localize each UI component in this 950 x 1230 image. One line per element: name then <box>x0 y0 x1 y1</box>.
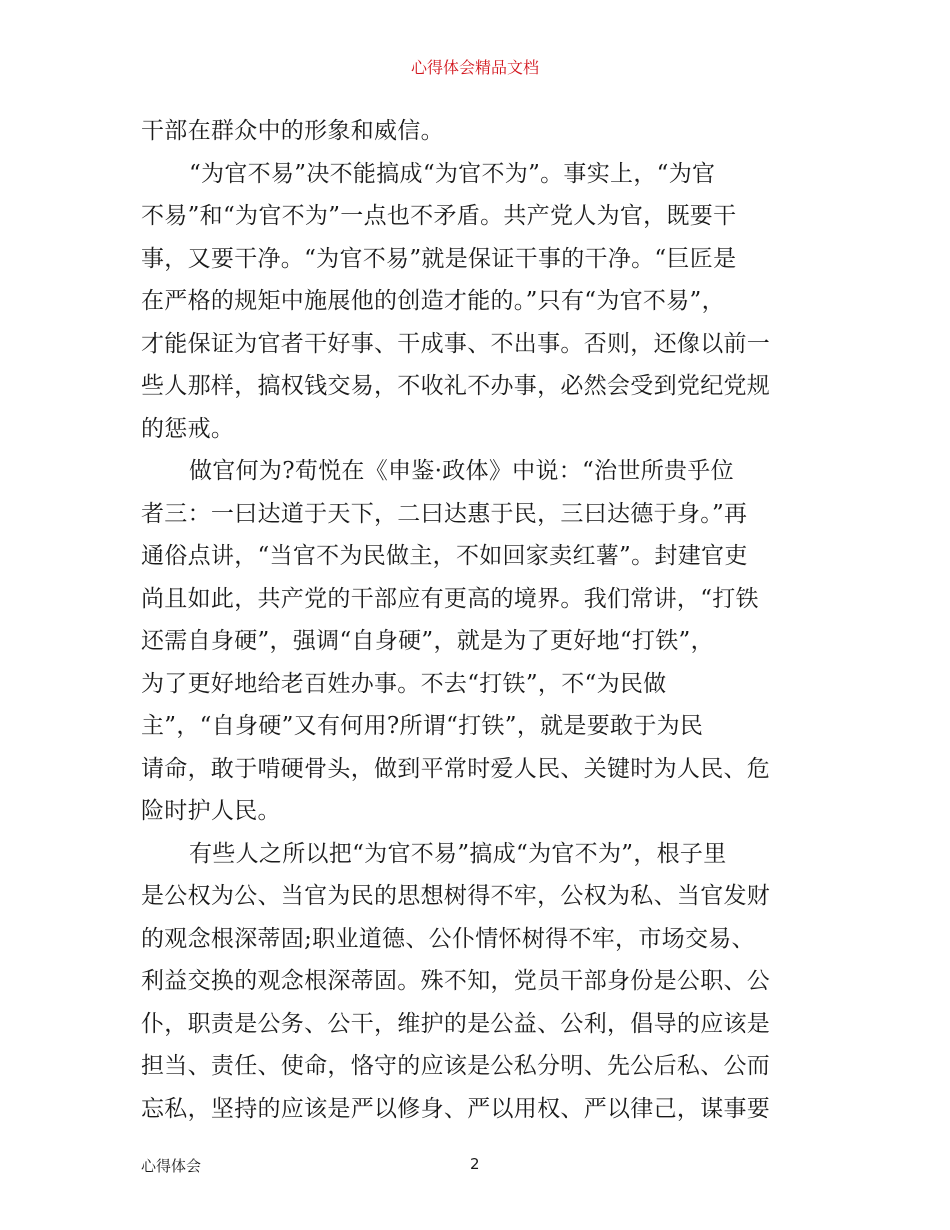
page-header-title: 心得体会精品文档 <box>410 58 539 77</box>
text-line: 些人那样，搞权钱交易，不收礼不办事，必然会受到党纪党规 <box>141 373 771 399</box>
text-line: 险时护人民。 <box>141 798 281 824</box>
text-line: 主”，“自身硬”又有何用?所谓“打铁”，就是要敢于为民 <box>141 713 704 739</box>
text-line: 为了更好地给老百姓办事。不去“打铁”，不“为民做 <box>141 670 667 697</box>
document-body <box>141 110 811 1130</box>
text-line: 有些人之所以把“为官不易”搞成“为官不为”，根子里 <box>189 840 727 867</box>
page-footer <box>0 1155 950 1177</box>
text-line: 才能保证为官者干好事、干成事、不出事。否则，还像以前一 <box>141 330 771 357</box>
text-line: 者三：一曰达道于天下，二曰达惠于民，三曰达德于身。”再 <box>141 500 748 527</box>
text-line: 忘私，坚持的应该是严以修身、严以用权、严以律己，谋事要 <box>141 1095 771 1122</box>
text-line: 在严格的规矩中施展他的创造才能的。”只有“为官不易”， <box>141 288 725 314</box>
text-line: 请命，敢于啃硬骨头，做到平常时爱人民、关键时为人民、危 <box>141 755 771 782</box>
text-line: 利益交换的观念根深蒂固。殊不知，党员干部身份是公职、公 <box>141 968 771 994</box>
text-line: 不易”和“为官不为”一点也不矛盾。共产党人为官，既要干 <box>141 203 737 229</box>
text-line: 仆，职责是公务、公干，维护的是公益、公利，倡导的应该是 <box>141 1010 771 1037</box>
text-line: “为官不易”决不能搞成“为官不为”。事实上，“为官 <box>189 160 716 187</box>
text-line: 是公权为公、当官为民的思想树得不牢，公权为私、当官发财 <box>141 883 771 909</box>
text-line: 干部在群众中的形象和威信。 <box>141 118 444 144</box>
text-line: 的观念根深蒂固;职业道德、公仆情怀树得不牢，市场交易、 <box>141 925 755 952</box>
footer-label: 心得体会 <box>141 1157 202 1175</box>
text-line: 的惩戒。 <box>141 415 235 442</box>
text-line: 尚且如此，共产党的干部应有更高的境界。我们常讲，“打铁 <box>141 585 759 612</box>
text-line: 通俗点讲，“当官不为民做主，不如回家卖红薯”。封建官吏 <box>141 543 748 569</box>
text-line: 做官何为?荀悦在《申鉴·政体》中说：“治世所贵乎位 <box>189 458 734 484</box>
text-line: 事，又要干净。“为官不易”就是保证干事的干净。“巨匠是 <box>141 245 737 272</box>
page-number: 2 <box>470 1155 480 1173</box>
text-line: 担当、责任、使命，恪守的应该是公私分明、先公后私、公而 <box>141 1053 771 1079</box>
text-line: 还需自身硬”，强调“自身硬”，就是为了更好地“打铁”， <box>141 628 714 654</box>
